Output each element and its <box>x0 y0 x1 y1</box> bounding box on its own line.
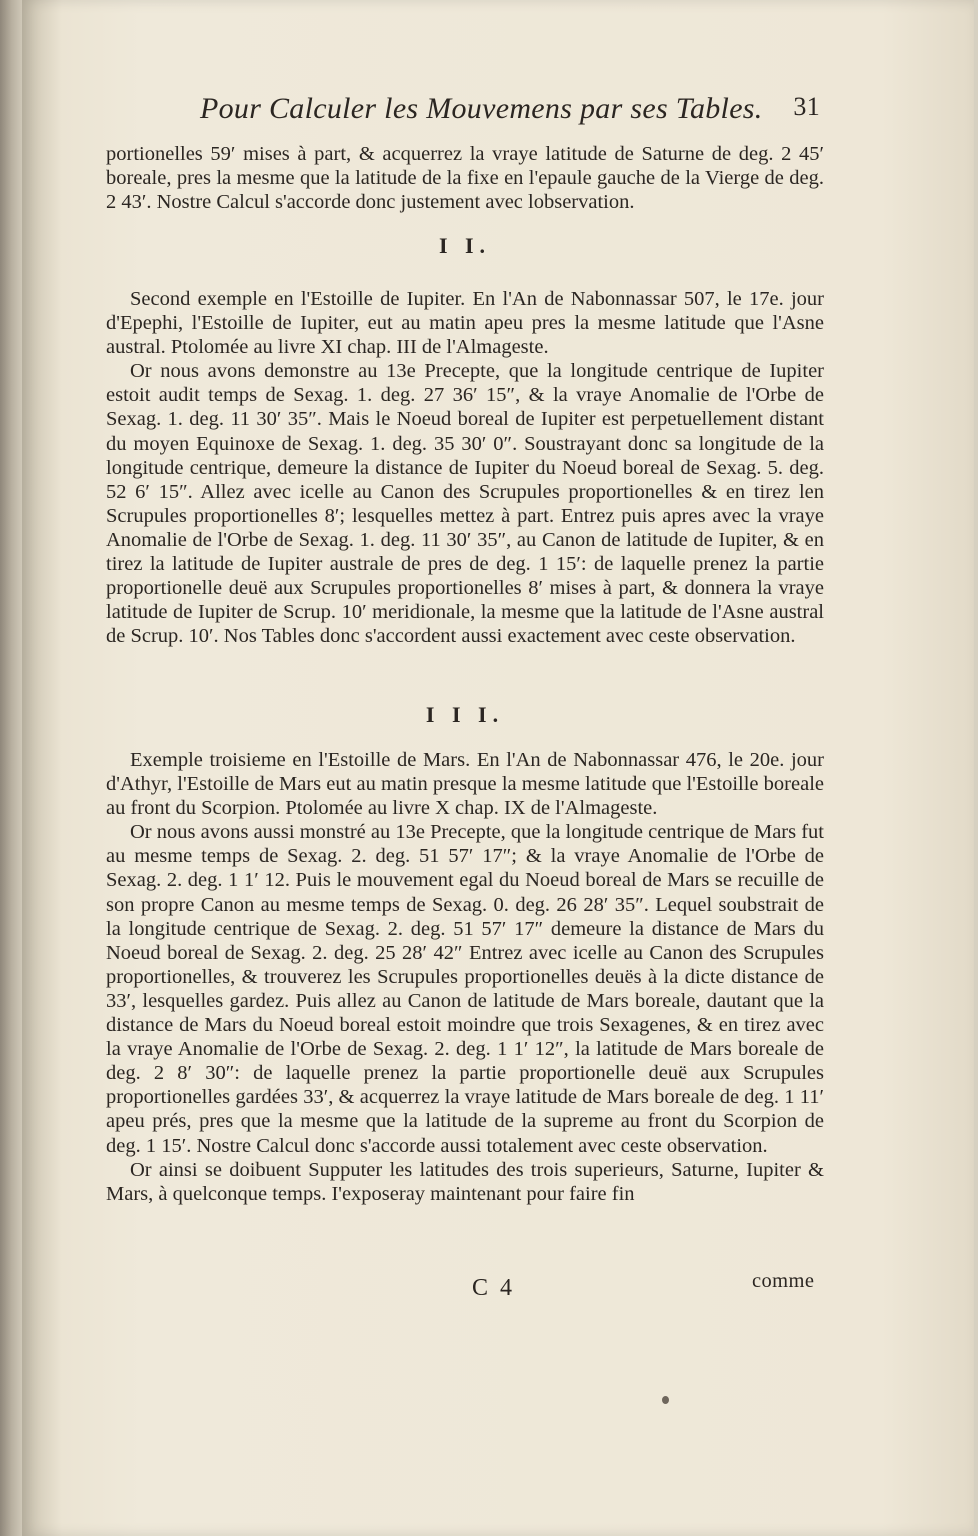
text-block-2 <box>106 287 824 648</box>
paragraph: portionelles 59′ mises à part, & acquerrez la vraye latitude de Saturne de deg. 2 45′ boreale, pres la mesme que la latitude de la fixe en l'epaule gauche de la Vierge de deg. 2 43′. Nostre Calcul s'accorde donc justement avec lobservation. <box>106 143 824 214</box>
section-heading-2: I I. <box>438 233 492 258</box>
paragraph: Or ainsi se doibuent Supputer les latitudes des trois superieurs, Saturne, Iupiter & Mars, à quelconque temps. I'exposeray maintenant pour faire fin <box>106 1158 824 1205</box>
paragraph: Second exemple en l'Estoille de Iupiter. En l'An de Nabonnassar 507, le 17e. jour d'Epephi, l'Estoille de Iupiter, eut au matin apeu pres la mesme latitude que l'Asne austral. Ptolomée au livre XI chap. III de l'Almageste. <box>106 288 824 359</box>
book-binding <box>0 0 22 1536</box>
text-block-3 <box>106 748 824 1206</box>
paper-stain <box>662 1396 669 1404</box>
running-title: Pour Calculer les Mouvemens par ses Tables. <box>200 92 763 125</box>
paragraph: Or nous avons aussi monstré au 13e Precepte, que la longitude centrique de Mars fut au mesme temps de Sexag. 2. deg. 51 57′ 17″; & la vraye Anomalie de l'Orbe de Sexag. 2. deg. 1 1′ 12. Puis le mouvement egal du Noeud boreal de Mars se recuille de son propre Canon au mesme temps de Sexag. 0. deg. 26 28′ 35″. Lequel soubstrait de la longitude centrique de Sexag. 2. deg. 51 57′ 17″ demeure la distance de Mars du Noeud boreal de Sexag. 2. deg. 25 28′ 42″ Entrez avec icelle au Canon des Scrupules proportionelles, & trouverez les Scrupules proportionelles deuës à la dicte distance de 33′, lesquelles gardez. Puis allez au Canon de latitude de Mars boreale, dautant que la distance de Mars du Noeud boreal estoit moindre que trois Sexagenes, & en tirez avec la vraye Anomalie de l'Orbe de Sexag. 2. deg. 1 1′ 12″, la latitude de Mars boreale de deg. 2 8′ 30″: de laquelle prenez la partie proportionelle deuë aux Scrupules proportionelles gardées 33′, & acquerrez la vraye latitude de Mars boreale de deg. 1 11′ apeu prés, pres que la mesme que la latitude de la supreme au front du Scorpion de deg. 1 15′. Nostre Calcul donc s'accorde aussi totalement avec ceste observation. <box>106 821 824 1157</box>
paragraph: Exemple troisieme en l'Estoille de Mars. En l'An de Nabonnassar 476, le 20e. jour d'Athyr, l'Estoille de Mars eut au matin presque la mesme latitude que l'Estoille boreale au front du Scorpion. Ptolomée au livre X chap. IX de l'Almageste. <box>106 749 824 820</box>
text-block-1 <box>106 142 824 214</box>
page-number: 31 <box>793 92 820 121</box>
running-header <box>200 92 820 132</box>
signature-mark: C 4 <box>472 1275 516 1301</box>
catchword: comme <box>752 1270 815 1292</box>
paragraph: Or nous avons demonstre au 13e Precepte, que la longitude centrique de Iupiter estoit audit temps de Sexag. 1. deg. 27 36′ 15″, & la vraye Anomalie de l'Orbe de Sexag. 1. deg. 11 30′ 35″. Mais le Noeud boreal de Iupiter est perpetuellement distant du moyen Equinoxe de Sexag. 1. deg. 35 30′ 0″. Soustrayant donc sa longitude de la longitude centrique, demeure la distance de Iupiter du Noeud boreal de Sexag. 5. deg. 52 6′ 15″. Allez avec icelle au Canon des Scrupules proportionelles & en tirez len Scrupules proportionelles 8′; lesquelles mettez à part. Entrez puis apres avec la vraye Anomalie de l'Orbe de Sexag. 1. deg. 11 30′ 35″, au Canon de latitude de Iupiter, & en tirez la latitude de Iupiter australe de pres de deg. 1 15′: de laquelle prenez la partie proportionelle deuë aux Scrupules proportionelles 8′ mises à part, & donnera la vraye latitude de Iupiter de Scrup. 10′ meridionale, la mesme que la latitude de l'Asne austral de Scrup. 10′. Nos Tables donc s'accordent aussi exactement avec ceste observation. <box>106 360 824 648</box>
section-heading-3: I I I. <box>425 702 505 727</box>
